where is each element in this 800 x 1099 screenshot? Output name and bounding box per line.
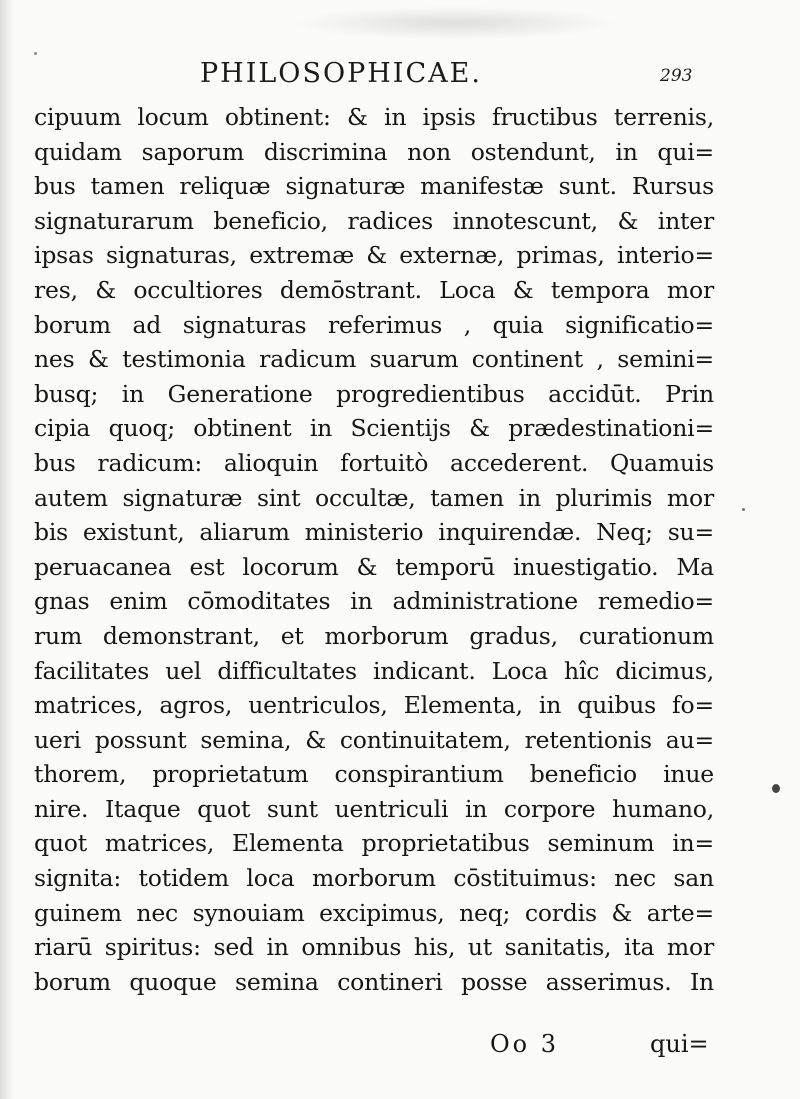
text-line: signita: totidem loca morborum cōstituimus: nec san — [34, 864, 714, 893]
text-line: gnas enim cōmoditates in administratione remedio= — [34, 587, 714, 616]
ink-speck — [772, 784, 780, 793]
catchword: qui= — [650, 1030, 709, 1058]
text-line: matrices, agros, uentriculos, Elementa, in quibus fo= — [34, 691, 714, 720]
text-line: bus tamen reliquæ signaturæ manifestæ sunt. Rursus — [34, 172, 714, 201]
page-header — [0, 56, 800, 96]
text-line: bus radicum: alioquin fortuitò accederent. Quamuis — [34, 448, 714, 477]
text-line: res, & occultiores demōstrant. Loca & tempora mor — [34, 275, 714, 304]
text-line: borum ad signaturas referimus , quia significatio= — [34, 310, 714, 339]
page-footer — [0, 1030, 800, 1070]
text-line: nes & testimonia radicum suarum continent , semini= — [34, 345, 714, 374]
text-line: ipsas signaturas, extremæ & externæ, primas, interio= — [34, 241, 714, 270]
text-line: thorem, proprietatum conspirantium beneficio inue — [34, 760, 714, 789]
running-title: PHILOSOPHICAE. — [200, 58, 482, 89]
text-line: quot matrices, Elementa proprietatibus seminum in= — [34, 829, 714, 858]
text-line: borum quoque semina contineri posse asserimus. In — [34, 967, 714, 996]
text-line: facilitates uel difficultates indicant. Loca hîc dicimus, — [34, 656, 714, 685]
text-line: bis existunt, aliarum ministerio inquirendæ. Neq; su= — [34, 518, 714, 547]
text-line: cipuum locum obtinent: & in ipsis fructibus terrenis, — [34, 103, 714, 131]
ink-bleed-through — [290, 6, 620, 40]
text-line: ueri possunt semina, & continuitatem, retentionis au= — [34, 725, 714, 754]
page-number: 293 — [660, 66, 693, 86]
text-line: quidam saporum discrimina non ostendunt, in qui= — [34, 137, 714, 166]
text-line: rum demonstrant, et morborum gradus, curationum — [34, 621, 714, 650]
signature-mark: Oo 3 — [490, 1030, 560, 1058]
text-line: guinem nec synouiam excipimus, neq; cordis & arte= — [34, 898, 714, 927]
text-line: busq; in Generatione progredientibus accidūt. Prin — [34, 379, 714, 408]
text-line: cipia quoq; obtinent in Scientijs & prædestinationi= — [34, 414, 714, 443]
body-text — [34, 100, 714, 999]
ink-speck — [34, 52, 37, 55]
text-line: autem signaturæ sint occultæ, tamen in plurimis mor — [34, 483, 714, 512]
text-line: nire. Itaque quot sunt uentriculi in corpore humano, — [34, 794, 714, 823]
text-line: riarū spiritus: sed in omnibus his, ut sanitatis, ita mor — [34, 933, 714, 962]
text-line: peruacanea est locorum & temporū inuestigatio. Ma — [34, 552, 714, 581]
page-edge-shadow — [0, 0, 14, 1099]
text-line: signaturarum beneficio, radices innotescunt, & inter — [34, 206, 714, 235]
ink-speck — [742, 508, 745, 511]
